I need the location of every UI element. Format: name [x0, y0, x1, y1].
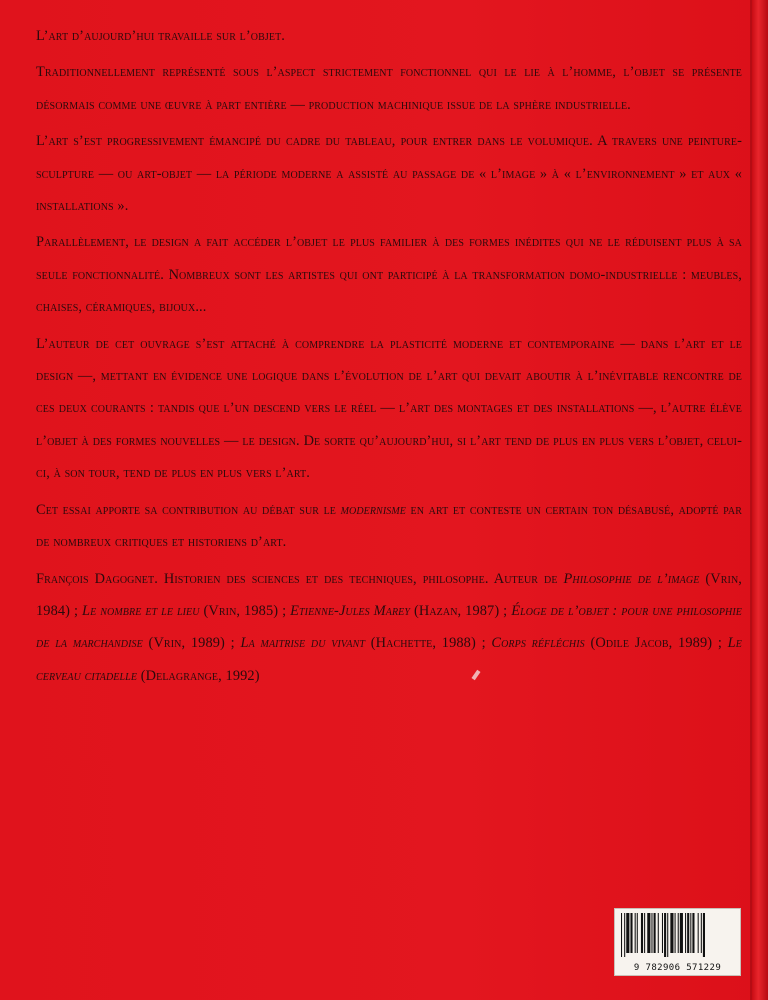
essay-text-after: en art et conteste un certain ton désabusé, adopté par de nombreux critiques et historiens d’art.	[36, 501, 742, 551]
work-publisher: (Vrin, 1984) ;	[36, 570, 742, 619]
work-title: Philosophie de l’image	[563, 570, 700, 587]
paragraph-essay	[36, 494, 742, 559]
paragraph-3: L’art s’est progressivement émancipé du cadre du tableau, pour entrer dans le volumique. A travers une peinture-sculpture — ou art-objet — la période moderne a assisté au passage de « l’image » à « l’environnement » et aux « installations ».	[36, 133, 742, 215]
barcode-bar	[637, 913, 638, 953]
work-publisher: (Hazan, 1987) ;	[410, 602, 512, 619]
barcode-bar	[630, 913, 632, 953]
paragraph-author	[36, 563, 742, 693]
barcode-bar	[690, 913, 691, 953]
work-title: Etienne-Jules Marey	[290, 602, 411, 619]
isbn-number: 9 782906 571229	[633, 963, 722, 973]
barcode-bar	[687, 913, 689, 953]
barcode-bar	[685, 913, 686, 953]
paragraph-2: Traditionnellement représenté sous l’aspect strictement fonctionnel qui le lie à l’homme, l’objet se présente désormais comme une œuvre à part entière — production machinique issue de la sphère industrielle.	[36, 64, 742, 113]
work-publisher: (Delagrange, 1992)	[137, 667, 260, 684]
barcode-bar	[635, 913, 636, 953]
work-publisher: (Hachette, 1988) ;	[365, 635, 492, 652]
barcode-bar	[703, 913, 705, 957]
barcode-bar	[698, 913, 699, 953]
work-publisher: (Vrin, 1989) ;	[142, 635, 241, 652]
barcode-bar	[651, 913, 652, 953]
blurb-text	[36, 20, 742, 696]
barcode-bar	[621, 913, 622, 957]
barcode-bar	[647, 913, 650, 953]
barcode-bar	[701, 913, 702, 953]
work-title: Corps réfléchis	[491, 635, 585, 652]
paragraph-4: Parallèlement, le design a fait accéder l’objet le plus familier à des formes inédites qui ne le réduisent plus à sa seule fonctionnalité. Nombreux sont les artistes qui ont participé à la transformation domo-industrielle : meubles, chaises, céramiques, bijoux...	[36, 234, 742, 316]
barcode-bar	[658, 913, 659, 953]
essay-emphasis: modernisme	[340, 501, 406, 518]
barcode-bars	[619, 913, 736, 957]
barcode-bar	[678, 913, 679, 953]
spine-edge	[752, 0, 768, 1000]
work-title: Le nombre et le lieu	[82, 602, 200, 619]
author-intro: François Dagognet. Historien des sciences et des techniques, philosophe. Auteur de	[36, 570, 564, 587]
barcode-bar	[662, 913, 663, 953]
barcode-bar	[692, 913, 694, 953]
essay-text-before: Cet essai apporte sa contribution au débat sur le	[36, 501, 341, 518]
barcode-bar	[624, 913, 625, 957]
barcode-bar	[680, 913, 683, 953]
barcode-bar	[664, 913, 666, 957]
paragraph-5: L’auteur de cet ouvrage s’est attaché à comprendre la plasticité moderne et contemporaine — dans l’art et le design —, mettant en évidence une logique dans l’évolution de l’art qui devait aboutir à l’inévitable rencontre de ces deux courants : tandis que l’un descend vers le réel — l’art des montages et des installations —, l’autre élève l’objet à des formes nouvelles — le design. De sorte qu’aujourd’hui, si l’art tend de plus en plus vers l’objet, celui-ci, à son tour, tend de plus en plus vers l’art.	[36, 335, 742, 482]
work-title: Éloge de l’objet : pour une philosophie de la marchandise	[36, 602, 742, 652]
work-title: La maitrise du vivant	[240, 635, 366, 652]
barcode-bar	[626, 913, 629, 953]
barcode-bar	[644, 913, 645, 953]
work-title: Le cerveau citadelle	[36, 635, 742, 684]
work-publisher: (Odile Jacob, 1989) ;	[584, 635, 728, 652]
barcode-bar	[667, 913, 668, 957]
barcode-bar	[670, 913, 673, 953]
barcode-bar	[641, 913, 643, 953]
barcode-bar	[675, 913, 676, 953]
work-publisher: (Vrin, 1985) ;	[199, 602, 291, 619]
barcode-bar	[654, 913, 656, 953]
paragraph-1: L’art d’aujourd’hui travaille sur l’objet.	[36, 28, 285, 44]
isbn-barcode	[614, 908, 741, 976]
